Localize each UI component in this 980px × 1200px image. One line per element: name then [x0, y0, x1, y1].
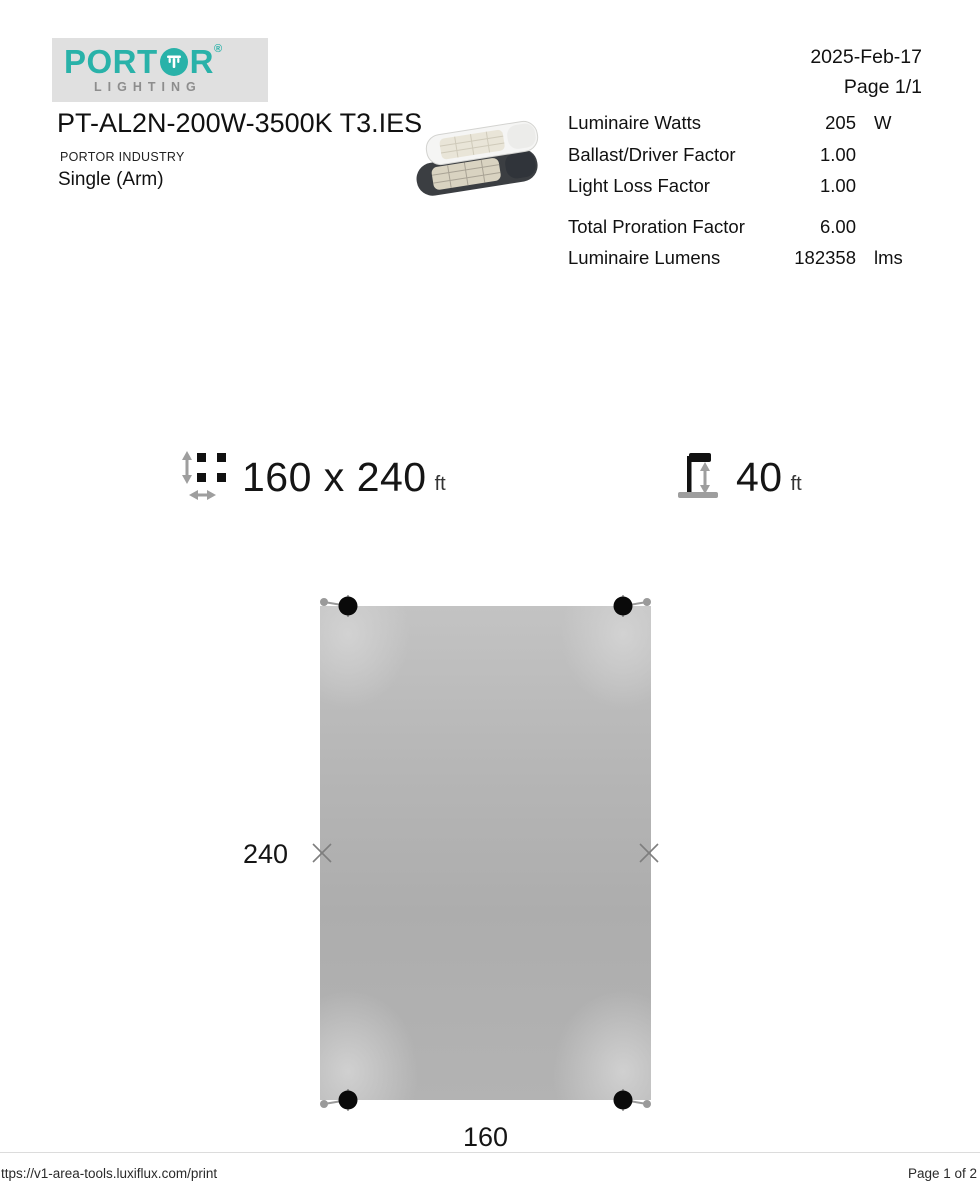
- report-date: 2025-Feb-17: [810, 46, 922, 68]
- metric-value: 205: [825, 112, 856, 133]
- brand-wordmark-pre: PORT: [64, 43, 158, 80]
- pole-height-icon: [676, 448, 724, 507]
- plot-length-label: 240: [242, 839, 288, 869]
- metric-value: 1.00: [819, 143, 856, 165]
- area-illuminance-plot: [242, 606, 651, 1152]
- luminaire-marker-top-right: [612, 592, 652, 618]
- area-resize-icon: [180, 448, 230, 507]
- luminaire-marker-bottom-left: [319, 1088, 359, 1114]
- table-row: [568, 247, 908, 279]
- manufacturer-label: PORTOR INDUSTRY: [60, 150, 185, 164]
- footer-print-url: ttps://v1-area-tools.luxiflux.com/print: [1, 1166, 218, 1181]
- footer-pagination: Page 1 of 2: [907, 1166, 977, 1181]
- report-header-meta: [810, 42, 922, 102]
- area-dimensions-unit: ft: [434, 473, 446, 495]
- metric-value: 6.00: [819, 215, 856, 237]
- metric-label: Ballast/Driver Factor: [568, 143, 736, 165]
- metric-label: Luminaire Lumens: [568, 247, 721, 268]
- luminaire-marker-top-left: [319, 592, 359, 618]
- lamp-circle-icon: [159, 47, 189, 77]
- mounting-height-value: 40: [736, 454, 783, 500]
- metric-label: Light Loss Factor: [568, 175, 710, 196]
- metric-unit: W: [874, 112, 892, 133]
- area-size-callout: [180, 448, 446, 507]
- luminaire-product-image: [410, 110, 550, 215]
- table-row: [568, 175, 908, 207]
- ies-file-title: PT-AL2N-200W-3500K T3.IES: [57, 108, 423, 138]
- mounting-height-unit: ft: [790, 473, 802, 495]
- report-page-label: Page 1/1: [843, 76, 922, 98]
- table-row: [568, 216, 908, 248]
- plot-width-label: 160: [462, 1122, 509, 1152]
- metric-value: 1.00: [819, 175, 856, 196]
- page-edge-divider: [0, 1152, 980, 1153]
- brand-subtitle: LIGHTING: [94, 80, 202, 94]
- brand-logo: [52, 38, 268, 102]
- area-dimensions-value: 160 x 240: [242, 454, 427, 500]
- photometric-metrics-table: [568, 112, 908, 279]
- mounting-height-callout: [676, 448, 802, 507]
- metric-label: Total Proration Factor: [568, 215, 745, 237]
- registered-mark: ®: [214, 43, 223, 55]
- calc-point-x-icon-left: [310, 841, 334, 865]
- calc-point-x-icon-right: [637, 841, 661, 865]
- metric-value: 182358: [794, 247, 856, 268]
- mounting-type-label: Single (Arm): [58, 169, 164, 190]
- brand-wordmark: [64, 45, 258, 78]
- metric-unit: lms: [874, 247, 903, 268]
- table-row: [568, 112, 908, 144]
- metric-label: Luminaire Watts: [568, 112, 701, 133]
- brand-wordmark-post: R: [189, 43, 215, 80]
- table-row: [568, 144, 908, 176]
- luminaire-marker-bottom-right: [612, 1088, 652, 1114]
